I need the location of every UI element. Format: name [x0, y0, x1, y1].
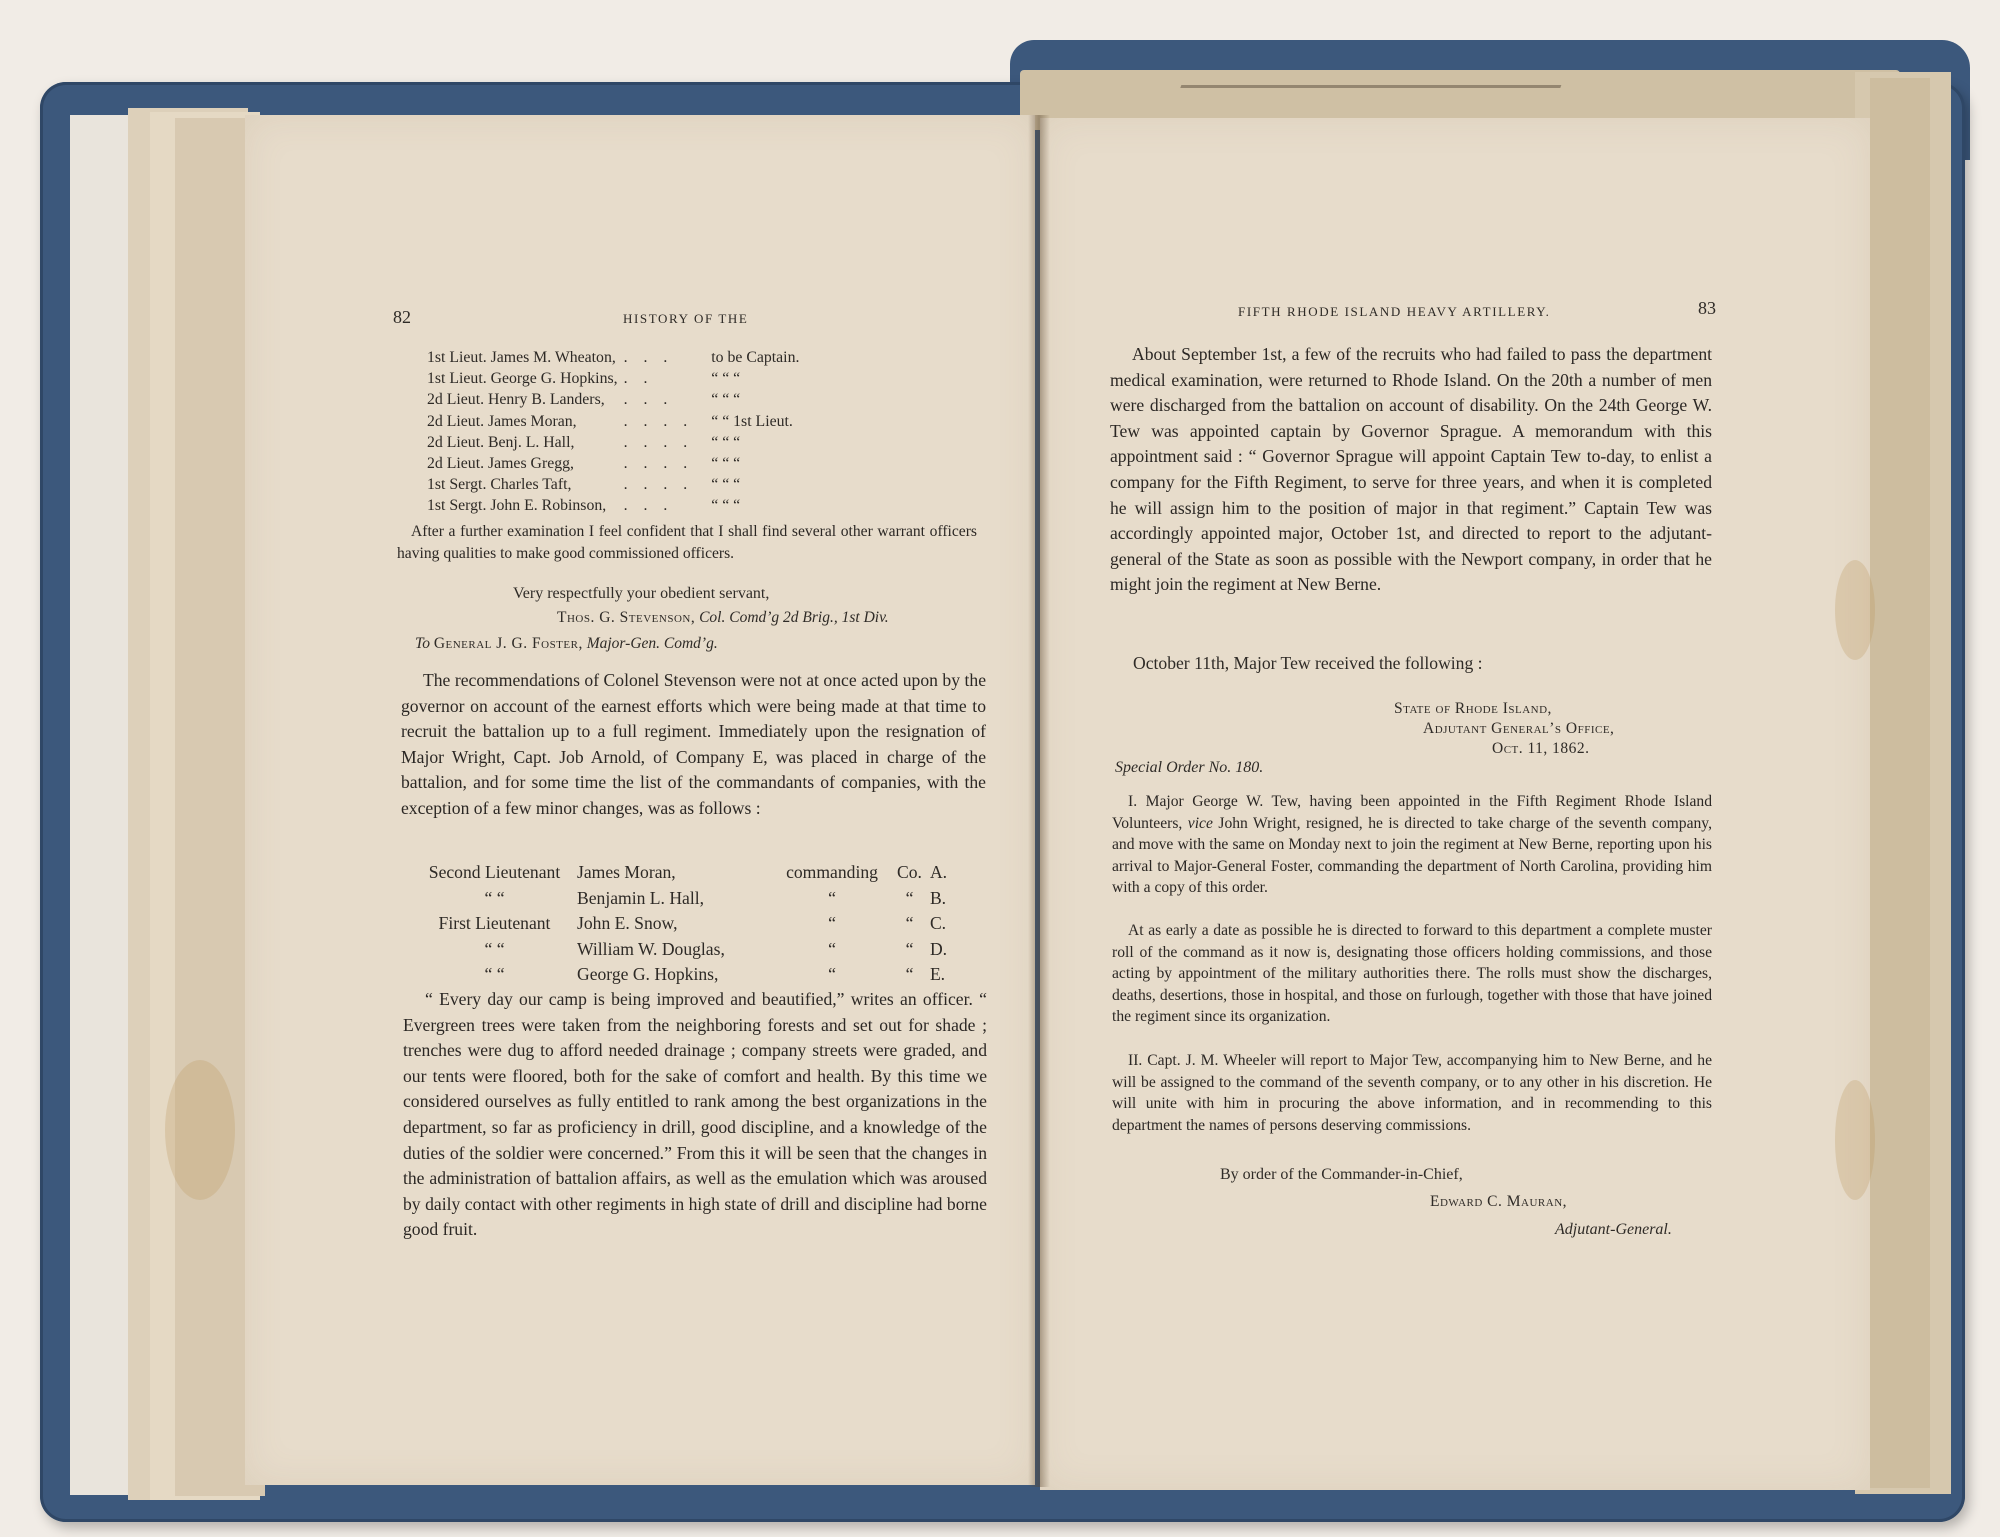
promotion-rank: “ “ “ — [711, 455, 741, 473]
promotion-name: 2d Lieut. Henry B. Landers, — [427, 391, 605, 409]
order-date: Oct. 11, 1862. — [1492, 740, 1590, 757]
promotion-row — [427, 453, 799, 474]
commandant-name: Benjamin L. Hall, — [577, 887, 705, 908]
commandant-company: B. — [929, 887, 947, 908]
addressee-title: Major-Gen. Comd’g. — [586, 635, 718, 652]
signer-name: Thos. G. Stevenson, — [557, 609, 696, 626]
promotion-rank: “ “ “ — [711, 391, 741, 409]
promotion-name: 2d Lieut. James Moran, — [427, 412, 577, 430]
promotion-rank: “ “ “ — [711, 476, 741, 494]
commandant-list — [422, 860, 947, 988]
commandant-company: E. — [929, 964, 946, 984]
commandant-role: “ — [828, 913, 836, 933]
commandant-role: “ — [828, 887, 836, 908]
promotion-dots: . . . . — [623, 433, 694, 451]
promotion-rank: “ “ “ — [711, 433, 741, 451]
commandant-co: “ — [905, 938, 914, 959]
promotion-row — [427, 389, 799, 410]
order-text: I. Major George W. Tew, having been appointed in the Fifth Regiment Rhode Island Volunteers, — [1112, 793, 1712, 832]
left-page — [245, 115, 1035, 1485]
paragraph: “ Every day our camp is being improved and beautified,” writes an officer. “ Evergreen trees were taken from the neighboring forests and set out for shade ; trenches were dug to afford needed drainage ; company streets were graded, and our tents were floored, both for the sake of comfort and health. By this time we considered ourselves as fully entitled to rank among the best organizations in the department, so far as proficiency in drill, good discipline, and a knowledge of the duties of the soldier were concerned.” From this it will be seen that the changes in the administration of battalion affairs, as well as the emulation which was aroused by daily contact with other regiments in high state of drill and discipline had borne good fruit. — [403, 989, 987, 1240]
promotion-rank: “ “ 1st Lieut. — [711, 412, 793, 430]
commandant-rank: “ “ — [484, 887, 505, 908]
commandant-row — [422, 962, 947, 988]
signer-title: Col. Comd’g 2d Brig., 1st Div. — [699, 609, 889, 626]
commandant-company: D. — [929, 938, 948, 959]
book-gutter — [1028, 115, 1050, 1487]
commandant-row — [422, 937, 947, 963]
order-paragraph — [1112, 791, 1712, 899]
commandant-co: “ — [905, 913, 914, 933]
running-head: HISTORY OF THE — [623, 311, 749, 326]
page-number: 82 — [393, 307, 411, 327]
order-header: State of Rhode Island, — [1394, 700, 1552, 717]
water-stain — [165, 1060, 235, 1200]
promotion-row — [427, 411, 799, 432]
order-signer-title: Adjutant-General. — [1555, 1221, 1672, 1238]
order-text: vice — [1187, 814, 1213, 832]
promotion-dots: . . . — [623, 391, 674, 409]
promotion-name: 1st Lieut. George G. Hopkins, — [427, 370, 618, 388]
running-head: FIFTH RHODE ISLAND HEAVY ARTILLERY. — [1238, 304, 1551, 319]
commandant-row — [422, 911, 947, 937]
paragraph: The recommendations of Colonel Stevenson were not at once acted upon by the governor on account of the earnest efforts which were being made at that time to recruit the battalion up to a full regiment. Immediately upon the resignation of Major Wright, Capt. Job Arnold, of Company E, was placed in charge of the battalion, and for some time the list of the commandants of companies, with the exception of a few minor changes, was as follows : — [401, 670, 986, 818]
valediction: Very respectfully your obedient servant, — [513, 585, 770, 602]
order-number: Special Order No. 180. — [1115, 759, 1264, 776]
right-page — [1040, 118, 1870, 1490]
promotion-name: 2d Lieut. Benj. L. Hall, — [427, 433, 575, 451]
commandant-co: “ — [905, 964, 914, 984]
promotion-row — [427, 368, 799, 389]
promotion-dots: . . — [623, 370, 654, 388]
promotion-dots: . . . . — [623, 455, 694, 473]
order-paragraph: II. Capt. J. M. Wheeler will report to Major Tew, accompanying him to New Berne, and he will be assigned to the command of the seventh company, or to any other in his discretion. He will unite with him in procuring the above information, and in recommending to this department the names of persons deserving commissions. — [1112, 1052, 1712, 1134]
promotion-name: 1st Sergt. John E. Robinson, — [427, 497, 607, 515]
commandant-name: George G. Hopkins, — [577, 964, 719, 984]
page-number: 83 — [1698, 298, 1716, 318]
order-signer: Edward C. Mauran, — [1430, 1193, 1568, 1210]
commandant-rank: “ “ — [484, 964, 505, 984]
promotion-rank: to be Captain. — [711, 349, 800, 366]
promotion-name: 1st Lieut. James M. Wheaton, — [427, 349, 616, 366]
commandant-co: Co. — [897, 862, 922, 882]
commandant-row — [422, 886, 947, 912]
addressee-line — [415, 634, 718, 654]
promotion-rank: “ “ “ — [711, 497, 741, 515]
commandant-name: John E. Snow, — [577, 913, 678, 933]
library-stamp-mark — [1169, 85, 1562, 120]
letter-closing: After a further examination I feel confident that I shall find several other warrant officers having qualities to make good commissioned officers. — [397, 523, 977, 562]
commandant-rank: “ “ — [484, 938, 505, 959]
promotion-row — [427, 432, 799, 453]
commandant-company: C. — [929, 913, 947, 933]
water-stain — [1835, 560, 1875, 660]
commandant-co: “ — [905, 887, 914, 908]
commandant-rank: First Lieutenant — [438, 913, 551, 933]
commandant-rank: Second Lieutenant — [428, 862, 561, 882]
promotion-row — [427, 495, 799, 516]
promotion-dots: . . . . — [623, 412, 694, 430]
order-by: By order of the Commander-in-Chief, — [1220, 1166, 1463, 1183]
paragraph: October 11th, Major Tew received the following : — [1133, 653, 1483, 673]
promotion-row — [427, 347, 799, 368]
paragraph: About September 1st, a few of the recruits who had failed to pass the department medical examination, were returned to Rhode Island. On the 20th a number of men were discharged from the battalion on account of disability. On the 24th George W. Tew was appointed captain by Governor Sprague. A memorandum with this appointment said : “ Governor Sprague will appoint Captain Tew to-day, to enlist a company for the Fifth Regiment, to serve for three years, and when it is completed he will assign him to the position of major in that regiment.” Captain Tew was accordingly appointed major, October 1st, and directed to report to the adjutant-general of the State as soon as possible with the Newport company, in order that he might join the regiment at New Berne. — [1110, 344, 1712, 595]
promotion-row — [427, 474, 799, 495]
promotion-name: 2d Lieut. James Gregg, — [427, 455, 574, 473]
commandant-company: A. — [929, 862, 948, 882]
promotion-name: 1st Sergt. Charles Taft, — [427, 476, 572, 494]
order-header: Adjutant General’s Office, — [1423, 720, 1615, 737]
signature-line — [557, 608, 889, 628]
promotion-dots: . . . — [623, 497, 674, 515]
commandant-row — [422, 860, 947, 886]
promotion-list — [427, 347, 799, 517]
promotion-dots: . . . . — [623, 476, 694, 494]
commandant-name: James Moran, — [577, 862, 676, 882]
promotion-rank: “ “ “ — [711, 370, 741, 388]
page-edges-right — [1870, 78, 1930, 1488]
commandant-role: commanding — [786, 862, 878, 882]
addressee-name: General J. G. Foster, — [433, 635, 583, 652]
commandant-name: William W. Douglas, — [577, 938, 725, 959]
promotion-dots: . . . — [623, 349, 674, 366]
order-paragraph: At as early a date as possible he is directed to forward to this department a complete muster roll of the command as it now is, designating those officers holding commissions, and those acting by appointment of the military authorities there. The rolls must show the discharges, deaths, desertions, those in hospital, and those on furlough, together with those that have joined the regiment since its organization. — [1112, 922, 1712, 1025]
commandant-role: “ — [828, 964, 836, 984]
commandant-role: “ — [828, 938, 836, 959]
order-text: John Wright, resigned, he is directed to take charge of the seventh company, and move with the same on Monday next to join the regiment at New Berne, reporting upon his arrival to Major-General Foster, commanding the department of North Carolina, providing him with a copy of this order. — [1112, 814, 1712, 896]
water-stain — [1835, 1080, 1875, 1200]
addressee-to: To — [415, 635, 430, 652]
